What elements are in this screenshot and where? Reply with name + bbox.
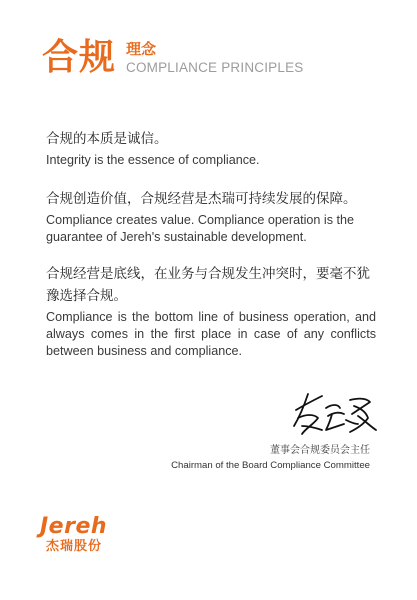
page-title-english: COMPLIANCE PRINCIPLES [126,60,304,75]
principle-2-chinese: 合规创造价值，合规经营是杰瑞可持续发展的保障。 [46,191,357,207]
company-logo [40,515,140,559]
signatory-title-english: Chairman of the Board Compliance Committee [171,460,370,471]
logo-chinese-name: 杰瑞股份 [46,539,103,554]
logo-wordmark: Jereh [40,514,108,539]
principle-2-english: Compliance creates value. Compliance operation is the guarantee of Jereh's sustainable development. [46,213,355,244]
page-title: 合规 [42,37,117,78]
principle-block-3 [46,263,376,360]
handwritten-signature [288,390,380,436]
principle-3-english: Compliance is the bottom line of business operation, and always comes in the first place in case of any conflicts between business and compliance. [46,310,376,358]
page-subtitle: 理念 [126,40,157,58]
page-header [42,36,382,86]
signatory-title-chinese: 董事会合规委员会主任 [270,445,370,456]
principle-block-2 [46,188,376,246]
principle-1-chinese: 合规的本质是诚信。 [46,131,168,147]
principle-3-chinese: 合规经营是底线，在业务与合规发生冲突时，要毫不犹豫选择合规。 [46,266,370,304]
principle-1-english: Integrity is the essence of compliance. [46,153,260,167]
principle-block-1 [46,128,376,169]
